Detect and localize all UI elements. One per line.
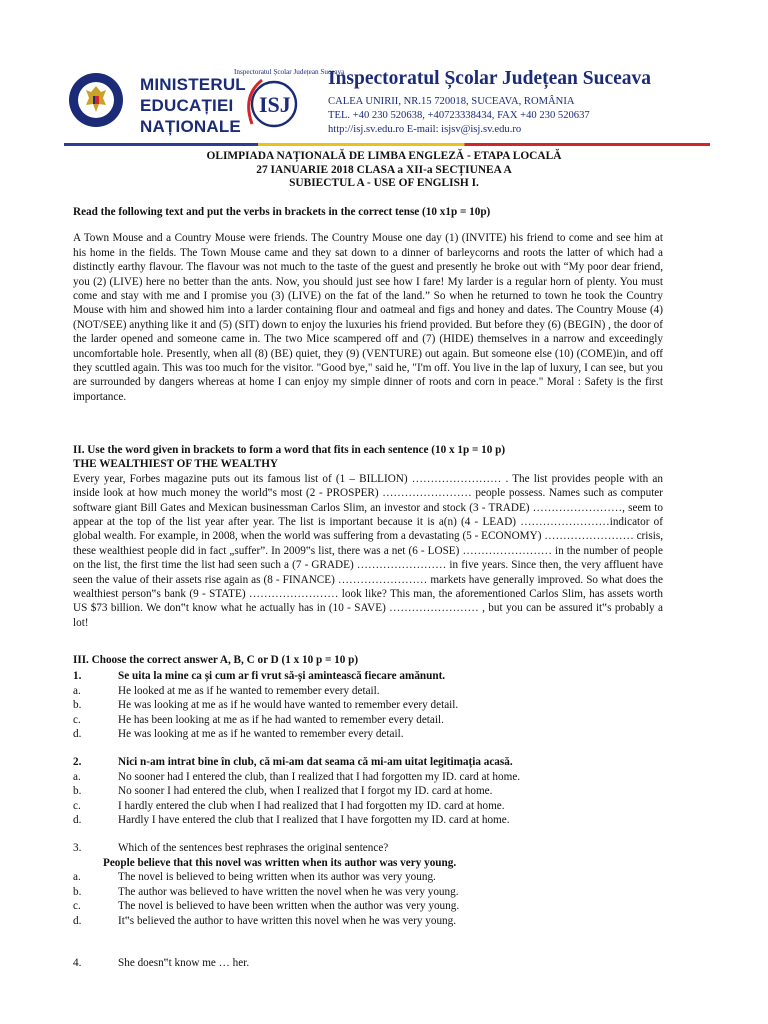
address: CALEA UNIRII, NR.15 720018, SUCEAVA, ROMÂNIA bbox=[328, 96, 575, 107]
ministry-name: MINISTERUL EDUCAȚIEI NAȚIONALE bbox=[140, 75, 246, 136]
section-1 bbox=[73, 205, 663, 404]
section-1-instruction: Read the following text and put the verbs in brackets in the correct tense (10 x1p = 10p) bbox=[73, 206, 491, 218]
isj-logo-text: ISJ bbox=[259, 92, 291, 117]
option: d. He was looking at me as if he wanted to remember every detail. bbox=[73, 728, 404, 741]
option: c. He has been looking at me as if he had wanted to remember every detail. bbox=[73, 713, 444, 726]
letterhead bbox=[66, 66, 706, 146]
tricolor-stripe bbox=[64, 143, 710, 146]
section-3 bbox=[73, 653, 663, 970]
question-4-text: She doesn‟t know me … her. bbox=[118, 956, 250, 969]
question-1: 1. Se uita la mine ca și cum ar fi vrut să-și amintească fiecare amănunt. a. He looked at me as if he wanted to remember every detail. b. He was looking at me as if he would have wanted to remember every detail. c. He has been looking at me as if he had wanted to remember every detail. d. He was looking at me as if he wanted to remember every detail. bbox=[73, 669, 663, 741]
government-crest-logo bbox=[68, 72, 124, 128]
section-2-text: Every year, Forbes magazine puts out its famous list of (1 – BILLION) …………………… . The list provides people with an inside look at how much money the world‟s most (2 - PROSPER) …………………… people possess. Names such as computer software giant Bill Gates and Mexican businessman Carlos Slim, an investor and stock (3 - TRADE) ……………………, seem to appear at the top of the list year after year. The list is important because it is a(n) (4 - LEAD) ……………………indicator of global wealth. For example, in 2008, when the world was suffering from a devastating (5 - ECONOMY) …………………… crisis, these wealthiest people did in fact „suffer”. In 2009‟s list, there was a net (6 - LOSE) …………………… in the number of people on the list, the first time the list had seen such a (7 - GRADE) …………………… in five years. Since then, the very affluent have seen the value of their assets rise again as (8 - FINANCE) …………………… markets have generally improved. So what does the wealthiest person‟s bank (9 - STATE) …………………… look like? This man, the aforementioned Carlos Slim, has assets worth US $73 billion. We don‟t know what he actually has in (10 - SAVE) …………………… , but you can be assured it‟s probably a lot! bbox=[73, 472, 663, 629]
question-3-question: Which of the sentences best rephrases the original sentence? bbox=[118, 842, 389, 855]
isj-arc-text: Inspectoratul Școlar Județean Suceava bbox=[234, 68, 345, 76]
option: d. It‟s believed the author to have written this novel when he was very young. bbox=[73, 914, 457, 927]
option: c. I hardly entered the club when I had realized that I had forgotten my ID. card at home. bbox=[73, 799, 505, 812]
section-2-title: THE WEALTHIEST OF THE WEALTHY bbox=[73, 458, 278, 471]
phone: TEL. +40 230 520638, +40723338434, FAX +40 230 520637 bbox=[328, 110, 590, 121]
section-2 bbox=[73, 443, 663, 630]
question-1-prompt: Se uita la mine ca și cum ar fi vrut să-și amintească fiecare amănunt. bbox=[118, 670, 446, 683]
option: c. The novel is believed to have been written when the author was very young. bbox=[73, 900, 460, 913]
section-1-text: A Town Mouse and a Country Mouse were friends. The Country Mouse one day (1) (INVITE) his friend to come and see him at his home in the fields. The Town Mouse came and they sat down to a dinner of barleycorns and roots the latter of which had a distinctly earthy flavour. The flavour was not much to the taste of the guest and presently he broke out with “My poor dear friend, you (2) (LIVE) here no better than the ants. Now, you should just see how I fare! My larder is a regular horn of plenty. You must come and stay with me and I promise you (3) (LIVE) on the fat of the land.” So when he returned to town he took the Country Mouse with him and showed him into a larder containing flour and oatmeal and figs and honey and dates. The Country Mouse (4) (NOT/SEE) anything like it and (5) (SIT) down to enjoy the luxuries his friend provided. But before they (6) (BEGIN) , the door of the larder opened and someone came in. The two Mice scampered off and (7) (HIDE) themselves in a narrow and exceedingly uncomfortable hole. Presently, when all (8) (BE) quiet, they (9) (VENTURE) out again. But someone else (10) (COME)in, and off they scuttled again. This was too much for the visitor. "Good bye," said he, "I'm off. You live in the lap of luxury, I can see, but you are surrounded by dangers whereas at home I can enjoy my simple dinner of roots and corn in peace." Moral : Safety is the first importance. bbox=[73, 232, 663, 403]
exam-title: OLIMPIADA NAȚIONALĂ DE LIMBA ENGLEZĂ - ETAPA LOCALĂ 27 IANUARIE 2018 CLASA a XII-a SECȚIUNEA A SUBIECTUL A - USE OF ENGLISH I. bbox=[206, 150, 562, 189]
option: a. He looked at me as if he wanted to remember every detail. bbox=[73, 684, 380, 697]
question-2: 2. Nici n-am intrat bine în club, că mi-am dat seama că mi-am uitat legitimația acasă. a. No sooner had I entered the club, than I realized that I had forgotten my ID. card at home. b. No sooner I had entered the club, when I realized that I forgot my ID. card at home. c. I hardly entered the club when I had realized that I had forgotten my ID. card at home. d. Hardly I have entered the club that I realized that I have forgotten my ID. card at home. bbox=[73, 755, 663, 827]
option: a. No sooner had I entered the club, than I realized that I had forgotten my ID. card at home. bbox=[73, 770, 521, 783]
question-4: 4. She doesn‟t know me … her. bbox=[73, 956, 250, 969]
option: a. The novel is believed to being written when its author was very young. bbox=[73, 871, 436, 884]
option: b. No sooner I had entered the club, when I realized that I forgot my ID. card at home. bbox=[73, 785, 493, 798]
isj-logo bbox=[232, 66, 345, 142]
option: d. Hardly I have entered the club that I realized that I have forgotten my ID. card at home. bbox=[73, 814, 510, 827]
question-3-prompt: People believe that this novel was written when its author was very young. bbox=[103, 856, 457, 869]
section-2-instruction: II. Use the word given in brackets to form a word that fits in each sentence (10 x 1p = 10 p) bbox=[73, 444, 506, 456]
inspectorate-title: Inspectoratul Școlar Județean Suceava bbox=[328, 68, 652, 89]
option: b. He was looking at me as if he would have wanted to remember every detail. bbox=[73, 699, 459, 712]
question-3: 3. Which of the sentences best rephrases the original sentence? People believe that this novel was written when its author was very young. a. The novel is believed to being written when its author was very young. b. The author was believed to have written the novel when he was very young. c. The novel is believed to have been written when the author was very young. d. It‟s believed the author to have written this novel when he was very young. bbox=[73, 841, 663, 927]
option: b. The author was believed to have written the novel when he was very young. bbox=[73, 885, 459, 898]
section-3-instruction: III. Choose the correct answer A, B, C or D (1 x 10 p = 10 p) bbox=[73, 654, 359, 666]
web-email: http://isj.sv.edu.ro E-mail: isjsv@isj.sv.edu.ro bbox=[328, 124, 522, 135]
question-2-prompt: Nici n-am intrat bine în club, că mi-am dat seama că mi-am uitat legitimația acasă. bbox=[118, 756, 513, 769]
